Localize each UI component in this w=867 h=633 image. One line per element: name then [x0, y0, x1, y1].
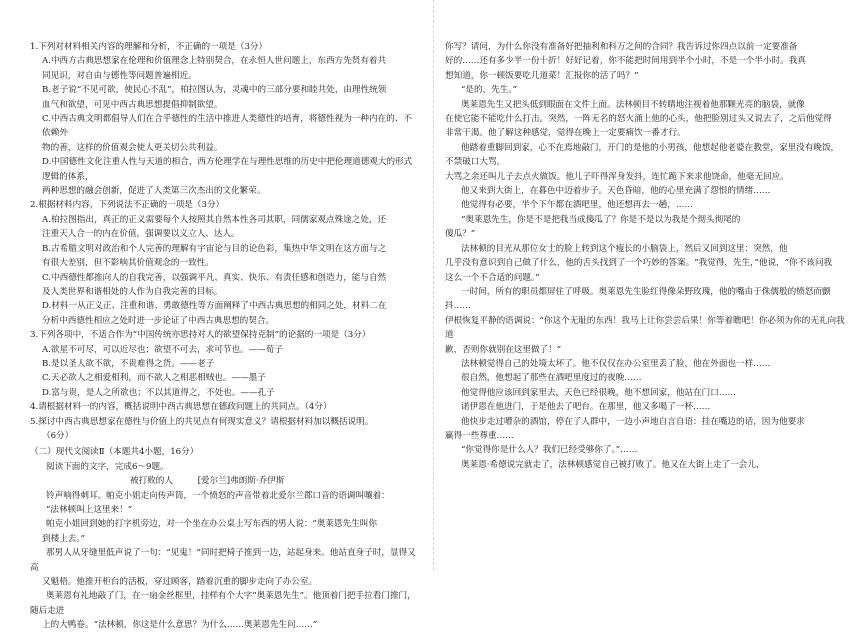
q3-option-line: D.富与贵，是人之所欲也；不以其道得之，不处也。——孔子: [42, 387, 275, 398]
q1-option-line: 两种思想的融会创新，促进了人类第三次杰出的文化繁荣。: [42, 186, 266, 197]
question-1-stem: 1.下列对材料相关内容的理解和分析，不正确的一项是（3分）: [30, 42, 268, 52]
story-line: 奥莱恩先生又把头低到眼面在文件上面。法林顿目不转睛地注视着他那颗光亮的脑袋，就像: [461, 99, 805, 110]
question-5: 5.探讨中西古典思想家在德性与价值上的共见点有何现实意义？请根据材料加以概括说明。: [30, 416, 374, 427]
q3-option-line: C.天必欲人之相爱相利，而不欲人之相恶相贼也。——墨子: [42, 373, 266, 384]
q1-option-line: D.中国德性文化注重人性与天道的相合，西方伦理学在与理性思维的历史中把伦理道德观大的形式逻辑的体系，: [42, 157, 413, 182]
q2-option-line: B.古希腊文明对政治和个人完善的理解有宇宙论与目的论色彩，集热中华文明在这方面与之: [42, 243, 387, 254]
q1-option-line: B.老子说“不见可欲，使民心不乱”，柏拉图认为，灵魂中的三部分要和睦共处，由理性统领: [42, 85, 387, 96]
q3-option-line: A.欲星不可尽，可以近尽也；欲望不可去，求可节也。——荀子: [42, 344, 283, 355]
story-paragraph: 奥莱恩有礼地敲了门，在一扇金丝框里，挂样有个大字“奥莱恩先生”。他顶着门把手拉看门推门，随后走进: [30, 591, 416, 616]
story-line: “奥莱恩先生，你是不是把我当成傻瓜了？你是不是以为我是个彻头彻尾的: [461, 214, 741, 225]
story-line: 傻瓜？”: [445, 229, 476, 240]
story-line: 他觉得有必要，半个下午都在酒吧里，他还想再去一趟，……: [461, 200, 694, 211]
story-line: 你写？请问，为什么你没有准备好把抽利和科万之间的合同？我告诉过你四点以前一定要准备: [445, 42, 798, 52]
q1-option-line: C.中西古典文明都倡导人们在合乎德性的生活中推进人类德性的培育，将德性视为一种内在的、不依赖外: [42, 114, 412, 139]
story-line: “是的，先生。”: [461, 85, 518, 96]
story-line: 法林顿的目光从那位女士的脸上转到这个瘦长的小脑袋上，然后又回到这里：突然，他: [461, 243, 788, 254]
story-paragraph: 帕克小姐回到她的打字机旁边，对一个坐在办公桌上写东西的男人说：“奥莱恩先生叫你: [46, 519, 377, 530]
q2-option-line: 分析中西德性相应之处时进一步论证了中西古典思想的契合。: [42, 315, 275, 326]
story-paragraph: 又魁梧。他推开柜台的活板，穿过顾客，踏着沉重的脚步走向了办公室。: [42, 577, 318, 588]
story-line: 非常干渴。他了解这种感觉，觉得在晚上一定要痛饮一番才行。: [445, 128, 686, 139]
story-title: 被打败的人: [130, 476, 173, 487]
q1-option-line: 血气和欲望，可见中西古典思想提倡抑制欲望。: [42, 99, 223, 110]
question-5-points: （6分）: [42, 430, 74, 441]
story-line: 他踏着重脚回到家，心不在焉地敲门，开门的是他的小男孩，他想起他老婆在教堂，家里没有晚饭，不禁破口大骂，: [445, 142, 840, 168]
q1-option-line: 物的善，这样的价值观会使人更关切公共利益。: [42, 142, 223, 153]
story-paragraph: 到楼上去。”: [42, 533, 86, 544]
story-line: “你觉得你是什么人？我们已经受够你了。”……: [461, 445, 638, 456]
q2-option-line: 及人类世界和谐相处的人作为自我完善的目标。: [42, 286, 223, 297]
q1-option-line: A.中西方古典思想家在伦理和价值理念上特别契合，在永恒人世问题上，东西方先贤有着共: [42, 56, 387, 67]
q2-option-line: D.材料一从正义正、注重和谐、勇敢德性等方面阐释了中西古典思想的相同之处，材料二在: [42, 301, 387, 312]
story-paragraph: “法林顿叫上这里来！”: [46, 505, 133, 515]
q3-option-line: B.是以圣人欲不欲，不贵难得之货。——老子: [42, 358, 215, 369]
story-line: 好的……还有多少半一份十折！好好记着，你不能把时间用到半个小时，不是一个半小时。我真: [445, 56, 806, 67]
story-line: 很自然，他想起了那些在酒吧里度过的夜晚……: [461, 373, 642, 384]
story-line: 大骂之余还叫儿子去点火做饭。他儿子吓得浑身发抖，连忙跪下来求他饶命，他毫无回应。: [445, 171, 789, 182]
story-paragraph: 那男人从牙缝里低声说了一句：“见鬼！”同时把椅子推到一边，站起身来。他站直身子时，显得又高: [30, 548, 416, 573]
reading-instruction: 阅读下面的文字，完成6～9题。: [46, 461, 169, 472]
right-column: [445, 40, 845, 472]
left-column: [30, 40, 420, 633]
q1-option-line: 同见识，对自由与德性等问题普遍相近。: [42, 70, 197, 81]
story-line: 他快步走过嘈杂的酒馆，停在了人群中，一边小声地自言自语：挂在嘴边的话，因为他要求: [461, 416, 805, 427]
story-line: 法林顿觉得自己的处境太坏了。他不仅仅在办公室里丢了脸，他在外面也一样……: [461, 358, 771, 369]
story-line: 他又来到大街上，在暮色中迈着步子。天色昏暗，他的心里充满了怨恨的情绪……: [461, 186, 771, 197]
story-paragraph: 铃声响得刺耳。帕克小姐走向传声筒，一个愤怒的声音带着北爱尔兰郡口音的语调叫嚷着：: [46, 490, 390, 501]
question-3-stem: 3.下列各项中，不适合作为“中国传统亦思持对人的欲望保持克制”的论据的一项是（3分）: [30, 330, 371, 341]
story-line: 奥莱恩·希德说完就走了，法林顿感觉自己被打败了。他又在大街上走了一会儿，: [461, 459, 765, 470]
q2-option-line: 有很大差别，但不影响其价值观念的一致性。: [42, 258, 214, 269]
q2-option-line: 注重天人合一的内在价值，强调要以义立人、达人。: [42, 229, 240, 240]
question-4: 4.请根据材料一的内容，概括说明中西古典思想在德政问题上的共同点。（4分）: [30, 402, 332, 413]
story-line: 在使它能不能吃什么打击。突然，一阵无名的怒火涌上他的心头，他把脸别过头又说去了，之后他觉得: [445, 114, 832, 125]
story-line: 歉，否则你就别在这里做了！”: [445, 344, 562, 355]
q2-option-line: C.中西德性都推向人的自我完善，以强调平凡、真实、快乐、有责任感和创造力，能与自然: [42, 272, 387, 283]
story-line: 想知道，你一顿饭要吃几道菜！汇报你的活了吗？”: [445, 70, 639, 81]
story-line: 赢得一些尊重……: [445, 430, 514, 441]
story-line: 一时间，所有的职员都屏住了呼吸。奥莱恩先生脸红得像朵野玫瑰，他的嘴由于侏儒般的愤怒而颤抖……: [445, 286, 831, 312]
story-author: [爱尔兰]弗朗斯·乔伊斯: [197, 476, 285, 487]
story-line: 几乎没有意识到自己做了什么，他的舌头找到了一个巧妙的答案。“我觉得，先生，”他说，“你不该问我: [445, 258, 833, 269]
q2-option-line: A.柏拉图指出，真正的正义需要每个人按照其自然本性各司其职，同儒家观点殊途之处，还: [42, 214, 387, 225]
story-line: 这么一个不合适的问题。”: [445, 272, 540, 283]
question-2-stem: 2.根据材料内容，下列说法不正确的一项是（3分）: [30, 200, 225, 211]
column-divider: [433, 0, 435, 570]
story-line: 诺伊恩在他进门，于是他去了吧台。在那里，他又多喝了一杯……: [461, 402, 711, 413]
story-line: 伊根恢复平静的语调说：“你这个无耻的东西！我马上让你尝尝后果！你等着瞧吧！你必须为你的无礼向我道: [445, 315, 845, 341]
section-heading: （二）现代文阅读Ⅱ（本题共4小题，16分）: [30, 447, 199, 458]
story-line: 他觉得他应该回到家里去，天色已经很晚，他不想回家，他站在门口……: [461, 387, 737, 398]
story-title-line: [130, 474, 420, 488]
story-paragraph: 上的大鸭卷。“法林顿，你这是什么意思？为什么……奥莱恩先生问……”: [42, 620, 318, 631]
